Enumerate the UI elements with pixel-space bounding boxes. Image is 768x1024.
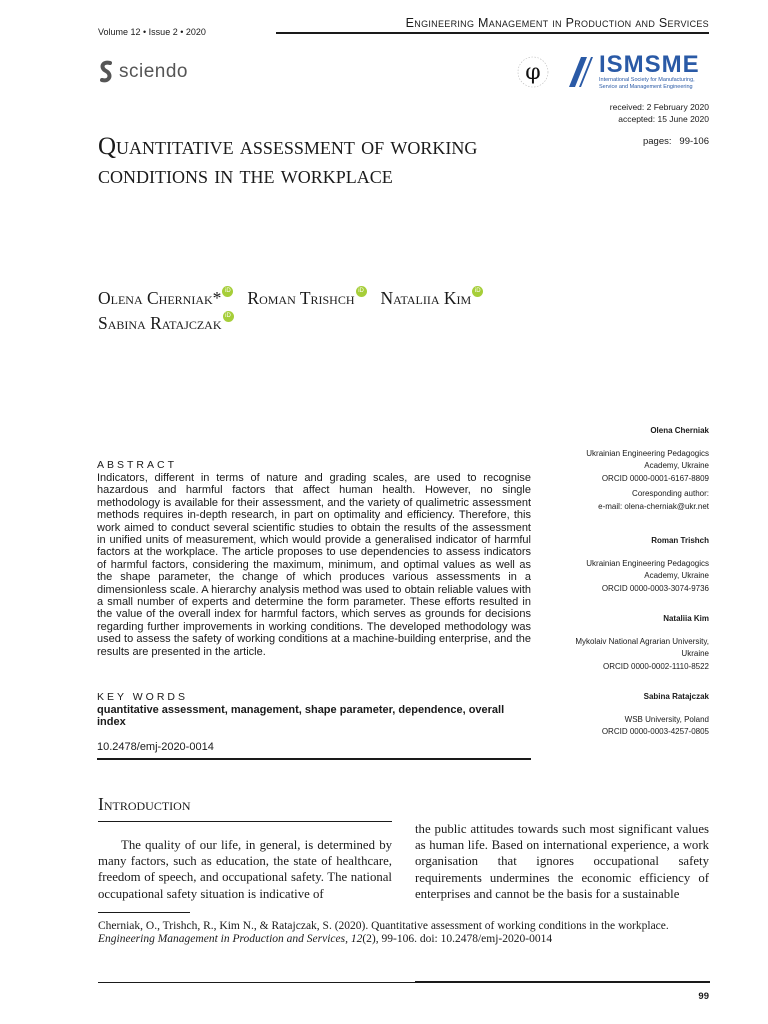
- affiliation-text: Mykolaiv National Agrarian University,: [575, 636, 709, 646]
- affiliation-author-name: Sabina Ratajczak: [643, 692, 709, 701]
- page-range: pages: 99-106: [642, 136, 709, 147]
- affiliation-text: Ukrainian Engineering Pedagogics: [586, 558, 709, 568]
- orcid-icon[interactable]: iD: [222, 286, 233, 297]
- ismsme-subtitle: International Society for Manufacturing, Service and Management Engineering: [599, 77, 695, 90]
- corresponding-label: Coresponding author:: [632, 489, 709, 498]
- polskie-towarzystwo-logo-icon: [505, 52, 561, 92]
- citation-authors: Cherniak, O., Trishch, R., Kim N., & Ratajczak, S. (2020). Quantitative assessment of working conditions in the workplace.: [98, 920, 669, 932]
- footer-rule-thick: [415, 981, 710, 983]
- body-column-right: the public attitudes towards such most significant values as human life. Based on international experience, a work organisation that ignores occupational safety requirements undermines the economic efficiency of enterprises and cannot be the basis for a sustainable: [415, 822, 709, 901]
- dates: [610, 101, 709, 125]
- author-name: Roman Trishch iD: [247, 286, 366, 311]
- article-title: Quantitative assessment of working conditions in the workplace: [98, 133, 478, 189]
- doi[interactable]: 10.2478/emj-2020-0014: [97, 741, 214, 753]
- svg-text:φ: φ: [525, 60, 541, 85]
- citation: [98, 920, 710, 946]
- orcid-id[interactable]: ORCID 0000-0002-1110-8522: [603, 661, 709, 671]
- affiliation-text: Ukraine: [681, 649, 709, 658]
- author-name: Sabina Ratajczak iD: [98, 311, 234, 336]
- affiliation-text: WSB University, Poland: [624, 714, 709, 724]
- affiliation-author-name: Roman Trishch: [651, 536, 709, 545]
- ismsme-name: ISMSME: [599, 51, 700, 78]
- orcid-id[interactable]: ORCID 0000-0003-4257-0805: [601, 727, 709, 736]
- author-name: Olena Cherniak* iD: [98, 286, 233, 311]
- journal-title: Engineering Management in Production and Services: [405, 16, 709, 30]
- ismsme-wordmark: [599, 53, 711, 91]
- body-column-left: The quality of our life, in general, is determined by many factors, such as education, the state of healthcare, freedom of speech, and occupational safety. The national occupational safety situation is indicative of: [98, 838, 392, 901]
- section-rule: [98, 821, 392, 822]
- affiliation-author-name: Olena Cherniak: [650, 426, 709, 435]
- author-list: [98, 286, 558, 336]
- affiliation-text: Ukrainian Engineering Pedagogics: [586, 448, 709, 458]
- page-number: 99: [698, 991, 709, 1002]
- society-logos: [505, 52, 711, 92]
- corresponding-email[interactable]: e-mail: olena-cherniak@ukr.net: [598, 501, 709, 511]
- orcid-id[interactable]: ORCID 0000-0001-6167-8809: [601, 473, 709, 483]
- keywords-text: quantitative assessment, management, shape parameter, dependence, overall index: [97, 704, 505, 729]
- header-rule: [276, 32, 709, 34]
- citation-rest: (2), 99-106. doi: 10.2478/emj-2020-0014: [362, 933, 553, 945]
- citation-journal: Engineering Management in Production and Services,: [98, 933, 348, 945]
- author-name: Nataliia Kim iD: [381, 286, 484, 311]
- affiliation-author-name: Nataliia Kim: [663, 614, 709, 623]
- volume-info: Volume 12 • Issue 2 • 2020: [98, 27, 206, 37]
- orcid-icon[interactable]: iD: [472, 286, 483, 297]
- received-date: received: 2 February 2020: [609, 102, 709, 112]
- footnote-rule: [98, 912, 190, 913]
- sciendo-logo: [98, 60, 188, 84]
- orcid-id[interactable]: ORCID 0000-0003-3074-9736: [601, 583, 709, 593]
- citation-volume: 12: [350, 933, 363, 945]
- abstract-heading: ABSTRACT: [97, 459, 178, 471]
- abstract-text: Indicators, different in terms of nature and grading scales, are used to recognise hazardous and harmful factors that affect human health. However, no single methodology is available for their assessment, and the variety of qualimetric assessment methods requires in-depth research, in part on optimality and efficiency. Therefore, this work aimed to conduct several scientific studies to obtain the results of the assessment in unified units of measurement, which would provide a generalised indicator of harmful factors at the workplace. The article proposes to use dependencies to assess indicators of harmful factors, considering the maximum, minimum, and optimal values as well as the shape parameter, the change of which produces various assessments in a dimensionless scale. A hierarchy analysis method was used to obtain reliable values with a small number of experts and determine the form parameter. These efforts resulted in the value of the overall index for harmful factors, which serves as grounds for decisions regarding further improvements in working conditions. The developed methodology was used to assess the safety of working conditions at a machine-building enterprise, and the results are presented in the article.: [97, 472, 531, 658]
- sciendo-wordmark: sciendo: [119, 61, 188, 82]
- affiliation-text: Academy, Ukraine: [644, 571, 709, 580]
- ismsme-mark-icon: [567, 55, 593, 89]
- sciendo-mark-icon: [98, 60, 114, 84]
- orcid-icon[interactable]: iD: [356, 286, 367, 297]
- keywords-heading: KEY WORDS: [97, 691, 188, 703]
- affiliation-text: Academy, Ukraine: [644, 461, 709, 470]
- orcid-icon[interactable]: iD: [223, 311, 234, 322]
- section-heading-introduction: Introduction: [98, 794, 191, 814]
- abstract-rule: [97, 758, 531, 760]
- author-affiliations: [539, 425, 709, 739]
- accepted-date: accepted: 15 June 2020: [618, 114, 709, 124]
